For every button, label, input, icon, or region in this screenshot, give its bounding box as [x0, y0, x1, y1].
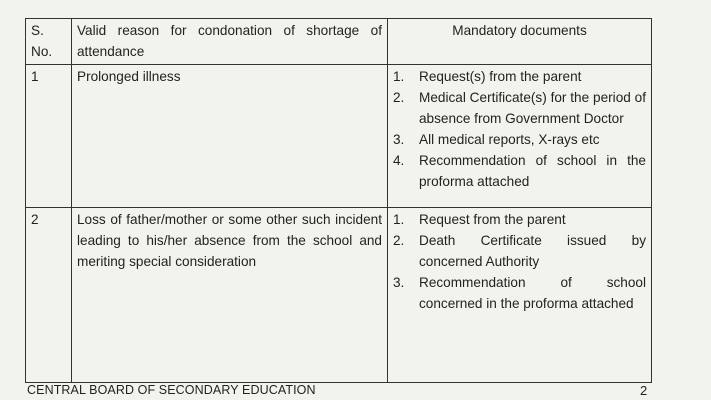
row-1-reason: Prolonged illness	[72, 65, 388, 208]
table-row	[26, 65, 652, 208]
footer-organization: CENTRAL BOARD OF SECONDARY EDUCATION	[27, 383, 316, 397]
row-2-documents	[388, 208, 652, 383]
page-number: 2	[640, 383, 648, 398]
list-item: 2. Medical Certificate(s) for the period of absence from Government Doctor	[393, 90, 646, 126]
list-item: 1. Request(s) from the parent	[393, 69, 582, 84]
list-item: 1. Request from the parent	[393, 212, 566, 227]
attendance-condonation-table	[25, 18, 652, 383]
row-2-document-list	[393, 209, 646, 314]
row-2-sno: 2	[26, 208, 72, 383]
row-1-documents	[388, 65, 652, 208]
table-row	[26, 208, 652, 383]
row-1-document-list	[393, 66, 646, 192]
row-2-reason: Loss of father/mother or some other such incident leading to his/her absence from the school and meriting special consideration	[72, 208, 388, 383]
list-item: 2. Death Certificate issued by concerned Authority	[393, 233, 646, 269]
list-item: 3. Recommendation of school concerned in the proforma attached	[393, 275, 646, 311]
list-item: 3. All medical reports, X-rays etc	[393, 132, 600, 147]
row-1-sno: 1	[26, 65, 72, 208]
header-sno: S. No.	[26, 19, 72, 65]
header-documents: Mandatory documents	[388, 19, 652, 65]
header-reason: Valid reason for condonation of shortage of attendance	[72, 19, 388, 65]
list-item: 4. Recommendation of school in the proforma attached	[393, 153, 646, 189]
table-header-row	[26, 19, 652, 65]
